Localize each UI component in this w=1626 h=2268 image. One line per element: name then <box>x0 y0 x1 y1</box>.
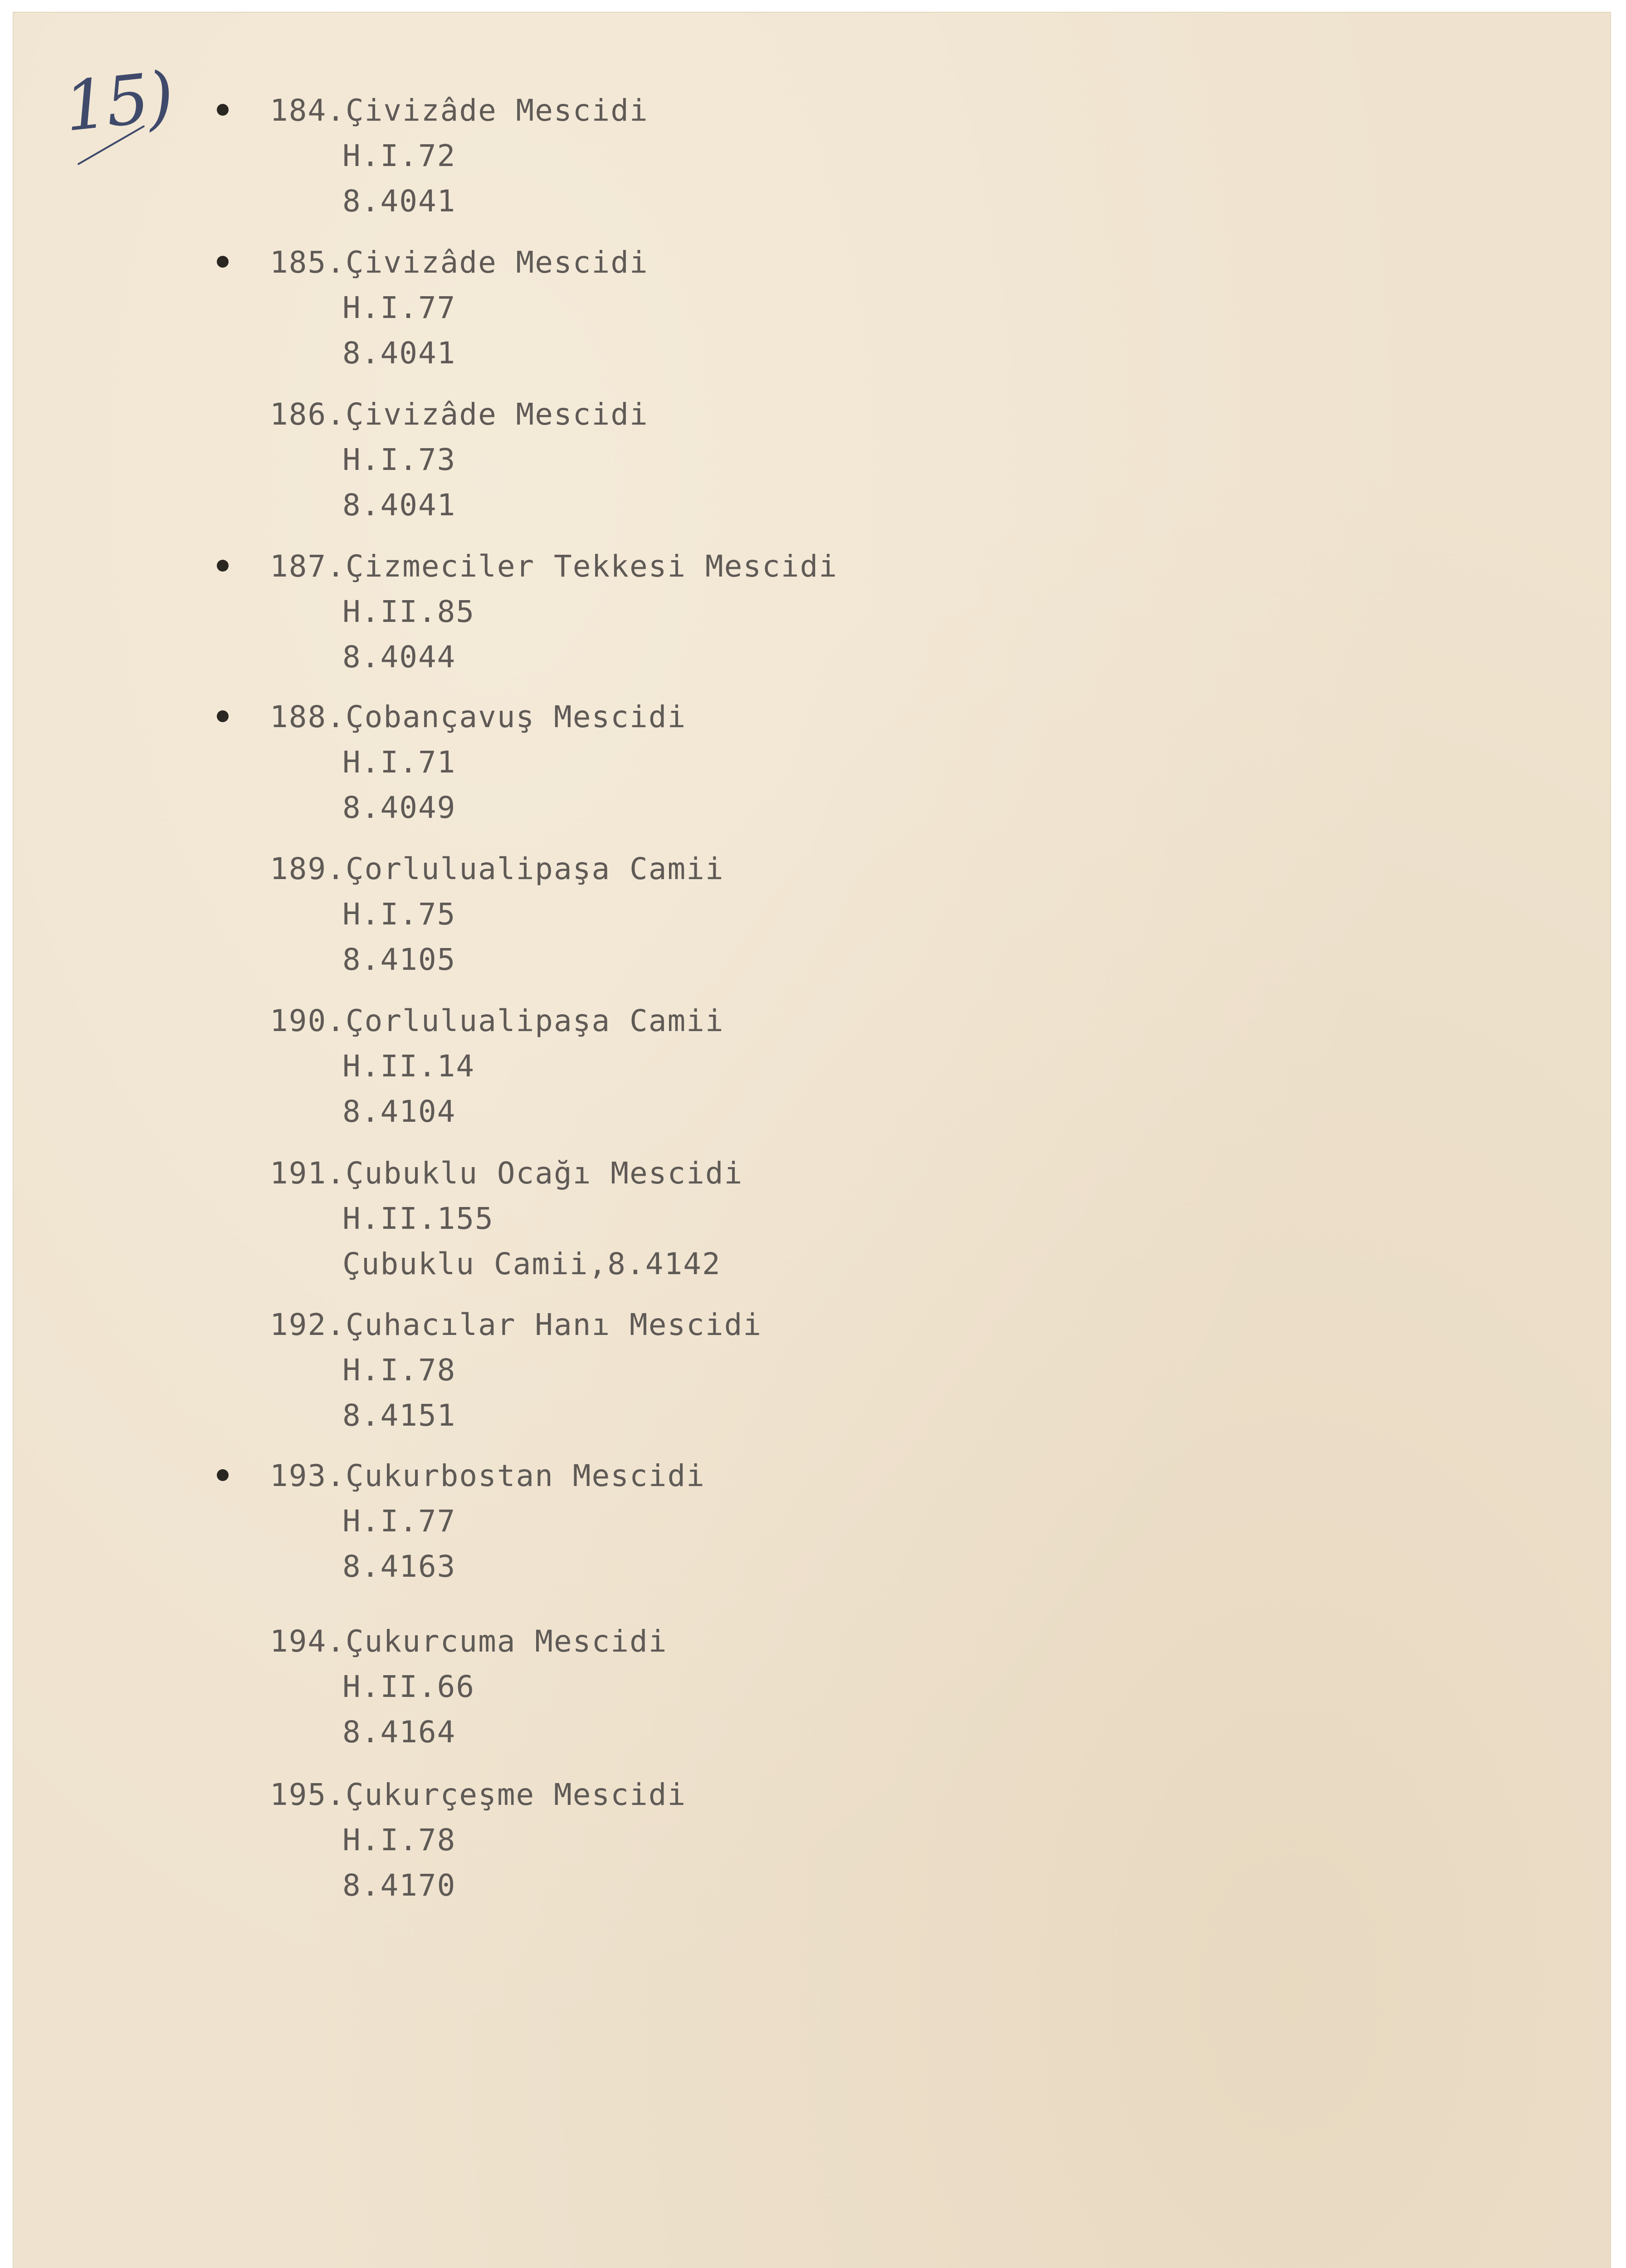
document-page <box>14 13 1610 2268</box>
entry-reference: H.II.155 <box>342 1201 494 1236</box>
entry-title: 191.Çubuklu Ocağı Mescidi <box>270 1156 743 1191</box>
entry-reference: H.I.72 <box>342 138 456 173</box>
entry-list <box>14 13 1610 2268</box>
entry-reference: H.I.77 <box>342 290 456 325</box>
entry-code: 8.4105 <box>342 942 456 977</box>
entry-code: 8.4104 <box>342 1094 456 1129</box>
entry-title: 194.Çukurcuma Mescidi <box>270 1624 668 1659</box>
entry-title: 187.Çizmeciler Tekkesi Mescidi <box>270 549 838 584</box>
bullet-dot-icon <box>217 1469 229 1481</box>
entry-title: 190.Çorlulualipaşa Camii <box>270 1003 724 1038</box>
entry-code: 8.4170 <box>342 1868 456 1903</box>
entry-title: 195.Çukurçeşme Mescidi <box>270 1777 687 1812</box>
entry-code: Çubuklu Camii,8.4142 <box>342 1246 721 1281</box>
entry-code: 8.4151 <box>342 1398 456 1433</box>
entry-title: 188.Çobançavuş Mescidi <box>270 699 687 734</box>
entry-title: 193.Çukurbostan Mescidi <box>270 1458 705 1493</box>
entry-reference: H.II.85 <box>342 594 475 629</box>
entry-reference: H.I.73 <box>342 442 456 477</box>
entry-code: 8.4164 <box>342 1715 456 1750</box>
entry-code: 8.4044 <box>342 640 456 675</box>
bullet-dot-icon <box>217 256 229 268</box>
entry-code: 8.4041 <box>342 184 456 219</box>
entry-code: 8.4041 <box>342 336 456 371</box>
handwritten-page-number: 15) <box>60 57 176 147</box>
entry-title: 185.Çivizâde Mescidi <box>270 245 649 280</box>
entry-reference: H.I.78 <box>342 1353 456 1388</box>
entry-code: 8.4049 <box>342 790 456 825</box>
entry-title: 184.Çivizâde Mescidi <box>270 93 649 128</box>
entry-code: 8.4041 <box>342 488 456 523</box>
entry-reference: H.II.66 <box>342 1669 475 1704</box>
bullet-dot-icon <box>217 560 229 572</box>
entry-reference: H.II.14 <box>342 1049 475 1084</box>
entry-reference: H.I.78 <box>342 1823 456 1857</box>
entry-reference: H.I.71 <box>342 745 456 780</box>
bullet-dot-icon <box>217 104 229 116</box>
entry-reference: H.I.75 <box>342 897 456 932</box>
entry-reference: H.I.77 <box>342 1504 456 1539</box>
entry-title: 186.Çivizâde Mescidi <box>270 397 649 432</box>
entry-code: 8.4163 <box>342 1549 456 1584</box>
entry-title: 192.Çuhacılar Hanı Mescidi <box>270 1307 762 1342</box>
entry-title: 189.Çorlulualipaşa Camii <box>270 851 724 886</box>
bullet-dot-icon <box>217 710 229 722</box>
